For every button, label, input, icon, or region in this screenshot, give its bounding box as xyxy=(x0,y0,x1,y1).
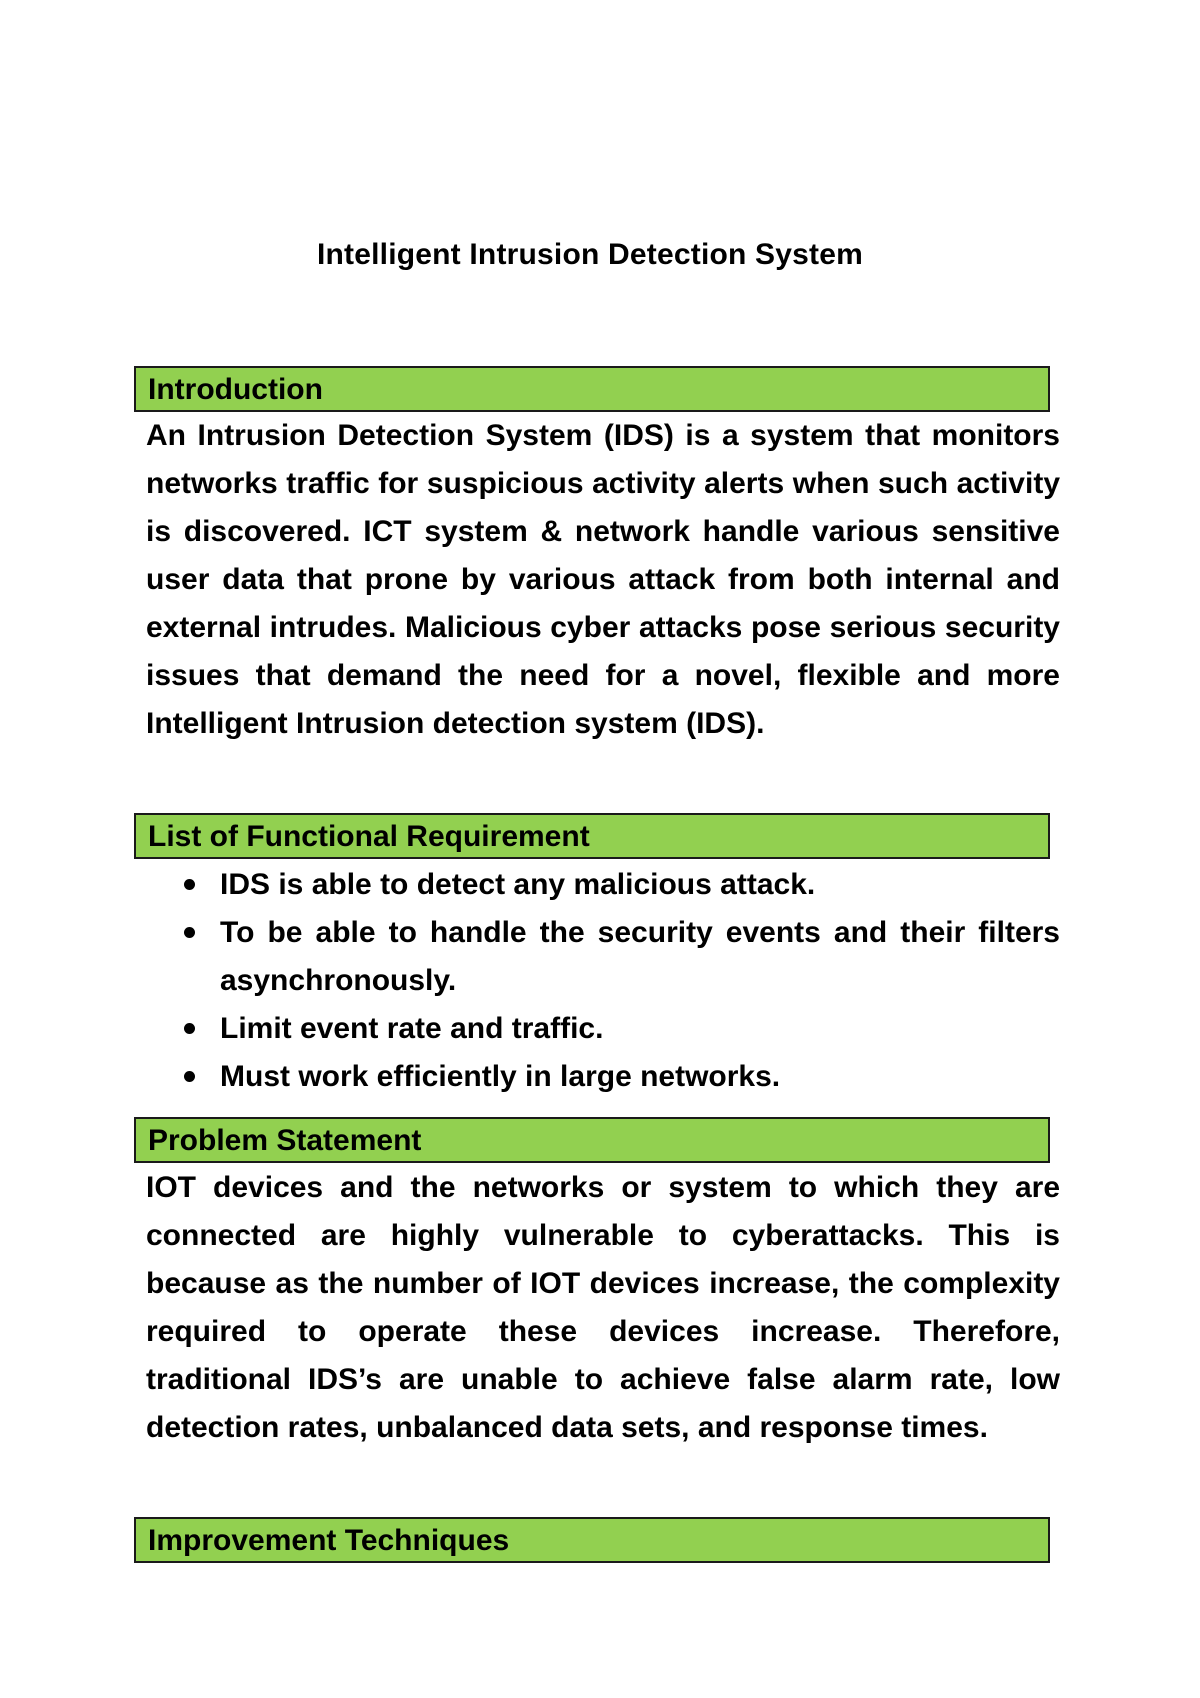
bullet-icon xyxy=(184,1023,195,1034)
introduction-paragraph: An Intrusion Detection System (IDS) is a system that monitors networks traffic for suspicious activity alerts when such activity is discovered. ICT system & network handle various sensitive user data that prone by various attack from both internal and external intrudes. Malicious cyber attacks pose serious security issues that demand the need for a novel, flexible and more Intelligent Intrusion detection system (IDS). xyxy=(146,419,1060,740)
problem-statement-paragraph: IOT devices and the networks or system to which they are connected are highly vulnerable to cyberattacks. This is because as the number of IOT devices increase, the complexity required to operate these devices increase. Therefore, traditional IDS’s are unable to achieve false alarm rate, low detection rates, unbalanced data sets, and response times. xyxy=(146,1171,1060,1444)
list-item-text: Must work efficiently in large networks. xyxy=(220,1060,781,1093)
list-item-text: Limit event rate and traffic. xyxy=(220,1012,604,1045)
section-header-label: Improvement Techniques xyxy=(148,1524,510,1557)
list-item xyxy=(146,861,1060,909)
list-item xyxy=(146,909,1060,1005)
bullet-icon xyxy=(184,1071,195,1082)
list-item-text: To be able to handle the security events and their filters asynchronously. xyxy=(220,916,1060,997)
bullet-icon xyxy=(184,927,195,938)
list-item xyxy=(146,1005,1060,1053)
document-title: Intelligent Intrusion Detection System xyxy=(316,238,863,271)
section-header-problem-statement xyxy=(134,1117,1050,1163)
section-header-improvement-techniques xyxy=(134,1517,1050,1563)
list-item-text: IDS is able to detect any malicious attack. xyxy=(220,868,816,901)
list-item xyxy=(146,1053,1060,1101)
section-header-introduction xyxy=(134,366,1050,412)
section-header-label: Introduction xyxy=(148,373,323,406)
section-header-label: Problem Statement xyxy=(148,1124,422,1157)
section-header-functional-requirements xyxy=(134,813,1050,859)
section-header-label: List of Functional Requirement xyxy=(148,820,590,853)
functional-requirements-list xyxy=(146,861,1060,1101)
bullet-icon xyxy=(184,879,195,890)
